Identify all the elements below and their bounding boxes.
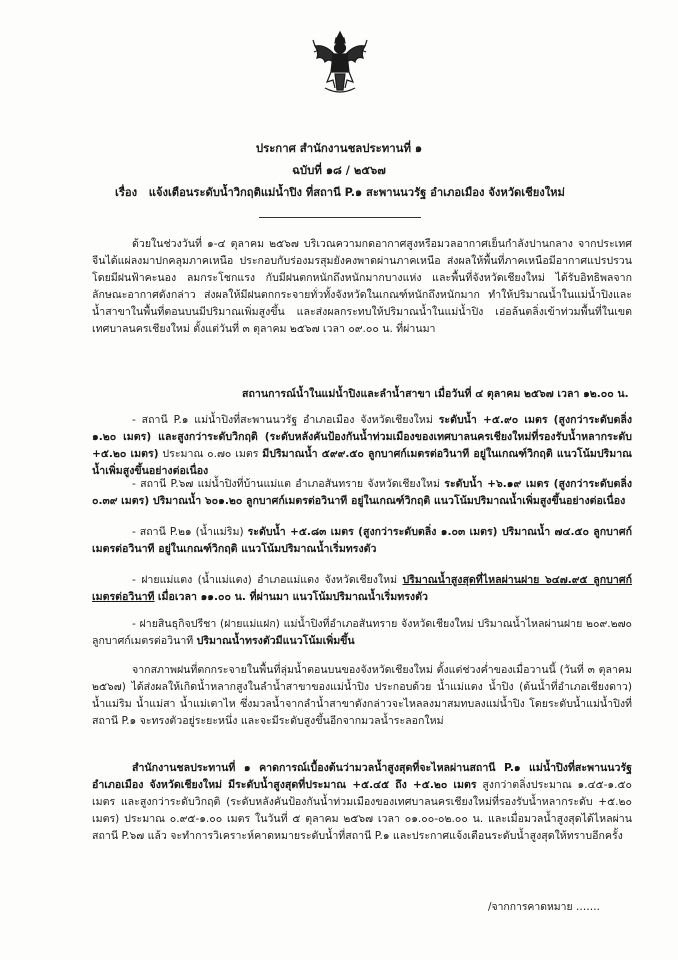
sinthukit-weir-paragraph bbox=[92, 616, 632, 650]
mae-taeng-weir-name: - ฝายแม่แตง (น้ำแม่แตง) อำเภอแม่แตง จังหวัดเชียงใหม่ bbox=[132, 574, 398, 586]
mae-taeng-weir-paragraph bbox=[92, 572, 632, 606]
mae-taeng-weir-trend: เมื่อเวลา ๑๑.๐๐ น. ที่ผ่านมา แนวโน้มปริมาณน้ำเริ่มทรงตัว bbox=[157, 591, 428, 603]
garuda-emblem-icon bbox=[311, 30, 369, 96]
station-p1-level: ระดับน้ำ +๕.๙๐ เมตร (สูงกว่าระดับตลิ่ง ๑.๒๐ เมตร) และสูงกว่าระดับวิกฤติ (ระดับหลังคันป้องกันน้ำท่วมเมืองของเทศบาลนครเชียงใหม่ที่รองรับน้ำหลากระดับ +๕.๒๐ เมตร) bbox=[92, 414, 632, 460]
sinthukit-weir-trend: ปริมาณน้ำทรงตัวมีแนวโน้มเพิ่มขึ้น bbox=[196, 635, 355, 647]
sinthukit-weir-name: - ฝายสินธุกิจปรีชา (ฝายแม่แฝก) แม่น้ำปิงที่อำเภอสันทราย จังหวัดเชียงใหม่ bbox=[132, 618, 474, 630]
station-p21-level: ระดับน้ำ +๕.๘๓ เมตร (สูงกว่าระดับตลิ่ง ๑.๐๓ เมตร) ปริมาณน้ำ ๗๔.๕๐ ลูกบาศก์เมตรต่อวินาที อยู่ในเกณฑ์วิกฤติ แนวโน้มปริมาณน้ำเริ่มทรงตัว bbox=[92, 526, 632, 555]
forecast-lead: สำนักงานชลประทานที่ ๑ คาดการณ์เบื้องต้นว่ามวลน้ำสูงสุดที่จะไหลผ่านสถานี P.๑ แม่น้ำปิงที่สะพานนวรัฐ อำเภอเมือง จังหวัดเชียงใหม่ มีระดับน้ำสูงสุดที่ประมาณ +๕.๔๕ ถึง +๕.๒๐ เมตร bbox=[92, 762, 632, 791]
intro-paragraph: ด้วยในช่วงวันที่ ๑-๔ ตุลาคม ๒๕๖๗ บริเวณความกดอากาศสูงหรือมวลอากาศเย็นกำลังปานกลาง จากประเทศจีนได้แผ่ลงมาปกคลุมภาคเหนือ ประกอบกับร่องมรสุมยังคงพาดผ่านภาคเหนือ ส่งผลให้พื้นที่ภาคเหนือมีอากาศแปรปรวน โดยมีฝนฟ้าคะนอง ลมกระโชกแรง กับมีฝนตกหนักถึงหนักมากบางแห่ง และพื้นที่จังหวัดเชียงใหม่ ได้รับอิทธิพลจากลักษณะอากาศดังกล่าว ส่งผลให้มีฝนตกกระจายทั่วทั้งจังหวัดในเกณฑ์หนักถึงหนักมาก ทำให้ปริมาณน้ำในแม่น้ำปิงและน้ำสาขาในพื้นที่ตอนบนมีปริมาณเพิ่มสูงขึ้น และส่งผลกระทบให้ปริมาณน้ำในแม่น้ำปิง เอ่อล้นตลิ่งเข้าท่วมพื้นที่ในเขตเทศบาลนครเชียงใหม่ ตั้งแต่วันที่ ๓ ตุลาคม ๒๕๖๗ เวลา ๐๙.๐๐ น. ที่ผ่านมา bbox=[92, 238, 632, 335]
station-p21-paragraph bbox=[92, 524, 632, 558]
station-p1-flow: มีปริมาณน้ำ ๕๙๙.๕๐ ลูกบาศก์เมตรต่อวินาที อยู่ในเกณฑ์วิกฤติ แนวโน้มปริมาณน้ำเพิ่มสูงขึ้นอย่างต่อเนื่อง bbox=[92, 448, 633, 477]
issue-number: ฉบับที่ ๑๘ / ๒๕๖๗ bbox=[292, 163, 386, 177]
subject-line bbox=[60, 184, 620, 201]
station-p67-paragraph bbox=[92, 476, 632, 510]
mae-taeng-weir-max-flow: ปริมาณน้ำสูงสุดที่ไหลผ่านฝาย ๖๔๗.๙๕ ลูกบาศก์เมตรต่อวินาที bbox=[92, 574, 632, 603]
sinthukit-weir-flow: ปริมาณน้ำไหลผ่านฝาย ๒๐๙.๒๗๐ ลูกบาศก์เมตรต่อวินาที bbox=[92, 618, 632, 647]
station-p21-name: - สถานี P.๒๑ (น้ำแม่ริม) bbox=[132, 526, 244, 538]
subject-text: แจ้งเตือนระดับน้ำวิกฤติแม่น้ำปิง ที่สถานี P.๑ สะพานนวรัฐ อำเภอเมือง จังหวัดเชียงใหม่ bbox=[148, 186, 565, 199]
announcement-title: ประกาศ สำนักงานชลประทานที่ ๑ bbox=[255, 141, 423, 155]
forecast-detail: สูงกว่าตลิ่งประมาณ ๑.๔๕-๑.๕๐ เมตร และสูงกว่าระดับวิกฤติ (ระดับหลังคันป้องกันน้ำท่วมเมืองของเทศบาลนครเชียงใหม่ที่รองรับน้ำหลากระดับ +๕.๒๐ เมตร) ประมาณ ๐.๙๕-๑.๐๐ เมตร ในวันที่ ๕ ตุลาคม ๒๕๖๗ เวลา ๐๑.๐๐-๐๒.๐๐ น. และเมื่อมวลน้ำสูงสุดได้ไหลผ่านสถานี P.๖๗ แล้ว จะทำการวิเคราะห์คาดหมายระดับน้ำที่สถานี P.๑ และประกาศแจ้งเตือนระดับน้ำสูงสุดให้ทราบอีกครั้ง bbox=[92, 779, 632, 842]
station-p1-paragraph bbox=[92, 412, 632, 480]
status-heading: สถานการณ์น้ำในแม่น้ำปิงและลำน้ำสาขา เมื่อวันที่ ๔ ตุลาคม ๒๕๖๗ เวลา ๑๒.๐๐ น. bbox=[242, 388, 629, 400]
subject-label: เรื่อง bbox=[115, 186, 138, 199]
station-p67-name: - สถานี P.๖๗ แม่น้ำปิงที่บ้านแม่แต อำเภอสันทราย จังหวัดเชียงใหม่ bbox=[132, 478, 440, 490]
continuation-note: /จากการคาดหมาย ……. bbox=[488, 901, 600, 913]
station-p67-level: ระดับน้ำ +๖.๑๙ เมตร (สูงกว่าระดับตลิ่ง ๐.๓๙ เมตร) ปริมาณน้ำ ๖๐๑.๒๐ ลูกบาศก์เมตรต่อวินาที อยู่ในเกณฑ์วิกฤติ แนวโน้มปริมาณน้ำเพิ่มสูงขึ้นอย่างต่อเนื่อง bbox=[92, 478, 632, 507]
forecast-paragraph bbox=[92, 760, 632, 845]
station-p1-name: - สถานี P.๑ แม่น้ำปิงที่สะพานนวรัฐ อำเภอเมือง จังหวัดเชียงใหม่ bbox=[132, 414, 433, 426]
station-p1-margin: ประมาณ ๐.๗๐ เมตร bbox=[162, 448, 259, 460]
analysis-paragraph: จากสภาพฝนที่ตกกระจายในพื้นที่ลุ่มน้ำตอนบนของจังหวัดเชียงใหม่ ตั้งแต่ช่วงค่ำของเมื่อวานนี้ (วันที่ ๓ ตุลาคม ๒๕๖๗) ได้ส่งผลให้เกิดน้ำหลากสูงในลำน้ำสาขาของแม่น้ำปิง ประกอบด้วย น้ำแม่แตง น้ำปิง (ต้นน้ำที่อำเภอเชียงดาว) น้ำแม่ริม น้ำแม่สา น้ำแม่เตาไห ซึ่งมวลน้ำจากลำน้ำสาขาดังกล่าวจะไหลลงมาสมทบลงแม่น้ำปิง โดยระดับน้ำแม่น้ำปิงที่สถานี P.๑ จะทรงตัวอยู่ระยะหนึ่ง และจะมีระดับสูงขึ้นอีกจากมวลน้ำระลอกใหม่ bbox=[92, 664, 632, 727]
title-divider bbox=[259, 217, 421, 218]
